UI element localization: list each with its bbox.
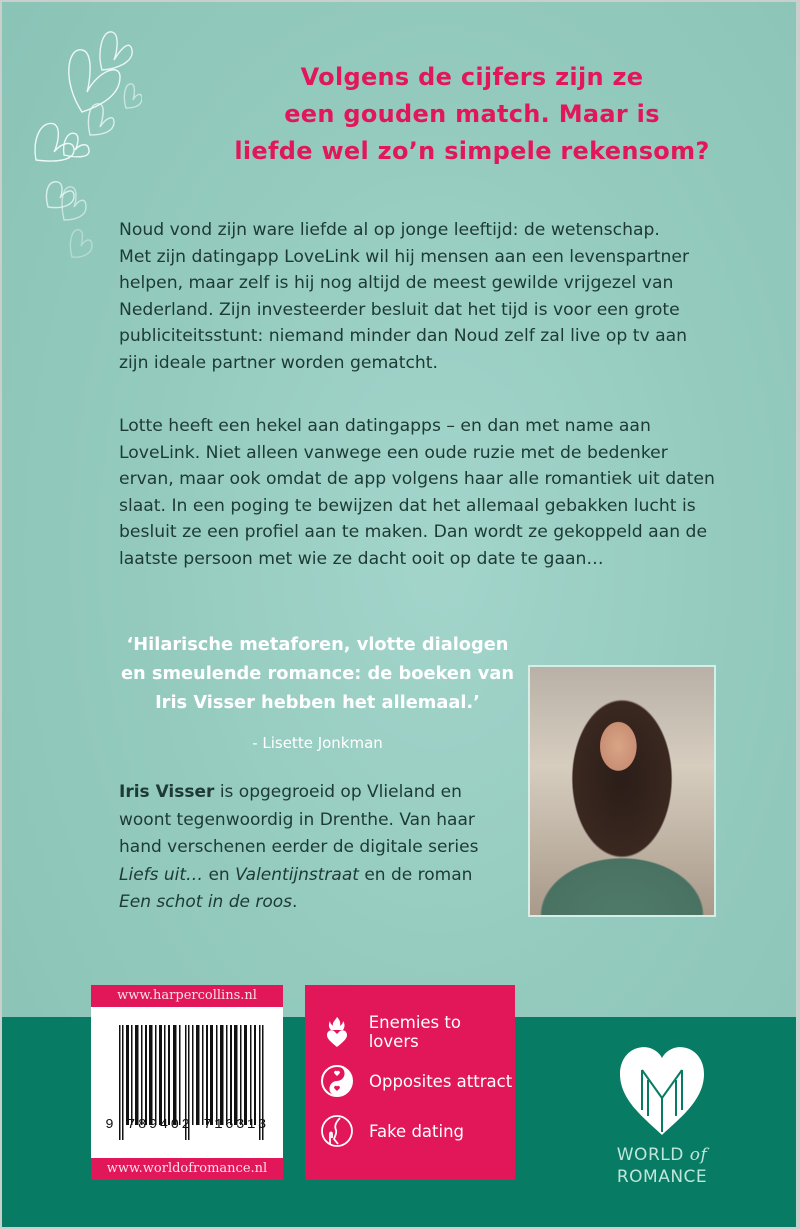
tagline-line: een gouden match. Maar is (284, 100, 660, 128)
bio-line (119, 779, 529, 807)
author-name: Iris Visser (119, 782, 215, 802)
text-line: publiciteitsstunt: niemand minder dan Noud zelf zal live op tv aan (119, 326, 688, 346)
bio-text: en de roman (358, 864, 473, 885)
yin-yang-hearts-icon (319, 1063, 355, 1099)
barcode-panel (91, 985, 283, 1180)
text-line: laatste persoon met wie ze dacht ooit op date te gaan… (119, 548, 604, 569)
bio-line (119, 889, 529, 917)
text-line: LoveLink. Niet alleen vanwege een oude ruzie met de bedenker (119, 442, 668, 463)
book-title: Liefs uit… (119, 864, 204, 885)
text-line: slaat. In een poging te bewijzen dat het allemaal gebakken lucht is (119, 495, 696, 516)
text-line: helpen, maar zelf is hij nog altijd de meest gewilde vrijgezel van (119, 273, 674, 293)
text-line: besluit ze een profiel aan te maken. Dan wordt ze gekoppeld aan de (119, 522, 708, 542)
bio-line (119, 862, 529, 890)
bio-line: woont tegenwoordig in Drenthe. Van haar (119, 809, 475, 830)
world-of-romance-logo (614, 1040, 710, 1190)
tagline (142, 59, 796, 170)
flaming-heart-icon (319, 1014, 355, 1050)
synopsis-paragraph-2 (119, 413, 759, 572)
text-line: zijn ideale partner worden gematcht. (119, 352, 439, 373)
tagline-line: liefde wel zo’n simpele rekensom? (234, 137, 710, 165)
trope-label: Enemies to lovers (368, 1013, 461, 1051)
book-title: Valentijnstraat (235, 864, 359, 885)
trope-item (319, 1013, 515, 1051)
quote-line: ‘Hilarische metaforen, vlotte dialogen (126, 634, 509, 655)
book-title: Een schot in de roos (119, 892, 293, 912)
bio-text: . (292, 892, 298, 912)
shush-face-icon (319, 1113, 355, 1149)
book-back-cover (2, 2, 796, 1227)
text-line: Met zijn datingapp LoveLink wil hij mensen aan een levenspartner (119, 246, 690, 267)
bio-text: is opgegroeid op Vlieland en (214, 782, 462, 802)
synopsis-paragraph-1 (119, 217, 759, 376)
text-line: Noud vond zijn ware liefde al op jonge leeftijd: de wetenschap. (119, 220, 660, 240)
trope-label: Fake dating (369, 1121, 465, 1141)
logo-word: ROMANCE (616, 1167, 708, 1187)
logo-word: of (689, 1145, 708, 1165)
tagline-line: Volgens de cijfers zijn ze (300, 63, 644, 91)
quote-line: en smeulende romance: de boeken van (120, 663, 515, 684)
quote-author: - Lisette Jonkman (252, 734, 383, 752)
imprint-url[interactable]: www.worldofromance.nl (91, 1158, 283, 1180)
logo-text (614, 1144, 710, 1166)
trope-item (319, 1113, 464, 1149)
heart-book-icon (614, 1040, 710, 1140)
bio-text: en (203, 864, 236, 885)
text-line: Nederland. Zijn investeerder besluit dat het tijd is voor een grote (119, 299, 680, 320)
quote-line: Iris Visser hebben het allemaal.’ (155, 692, 480, 713)
tropes-panel (305, 985, 515, 1180)
author-bio (119, 779, 529, 917)
trope-label: Opposites attract (369, 1071, 513, 1091)
trope-item (319, 1063, 512, 1099)
review-quote (120, 630, 515, 717)
isbn-number: 9 789402 716313 (105, 1117, 269, 1133)
publisher-url[interactable]: www.harpercollins.nl (91, 985, 283, 1007)
bio-line: hand verschenen eerder de digitale series (119, 837, 479, 857)
logo-word: WORLD (616, 1145, 690, 1165)
text-line: Lotte heeft een hekel aan datingapps – en dan met name aan (119, 416, 651, 436)
author-photo (528, 665, 716, 917)
text-line: ervan, maar ook omdat de app volgens haar alle romantiek uit daten (119, 469, 715, 489)
